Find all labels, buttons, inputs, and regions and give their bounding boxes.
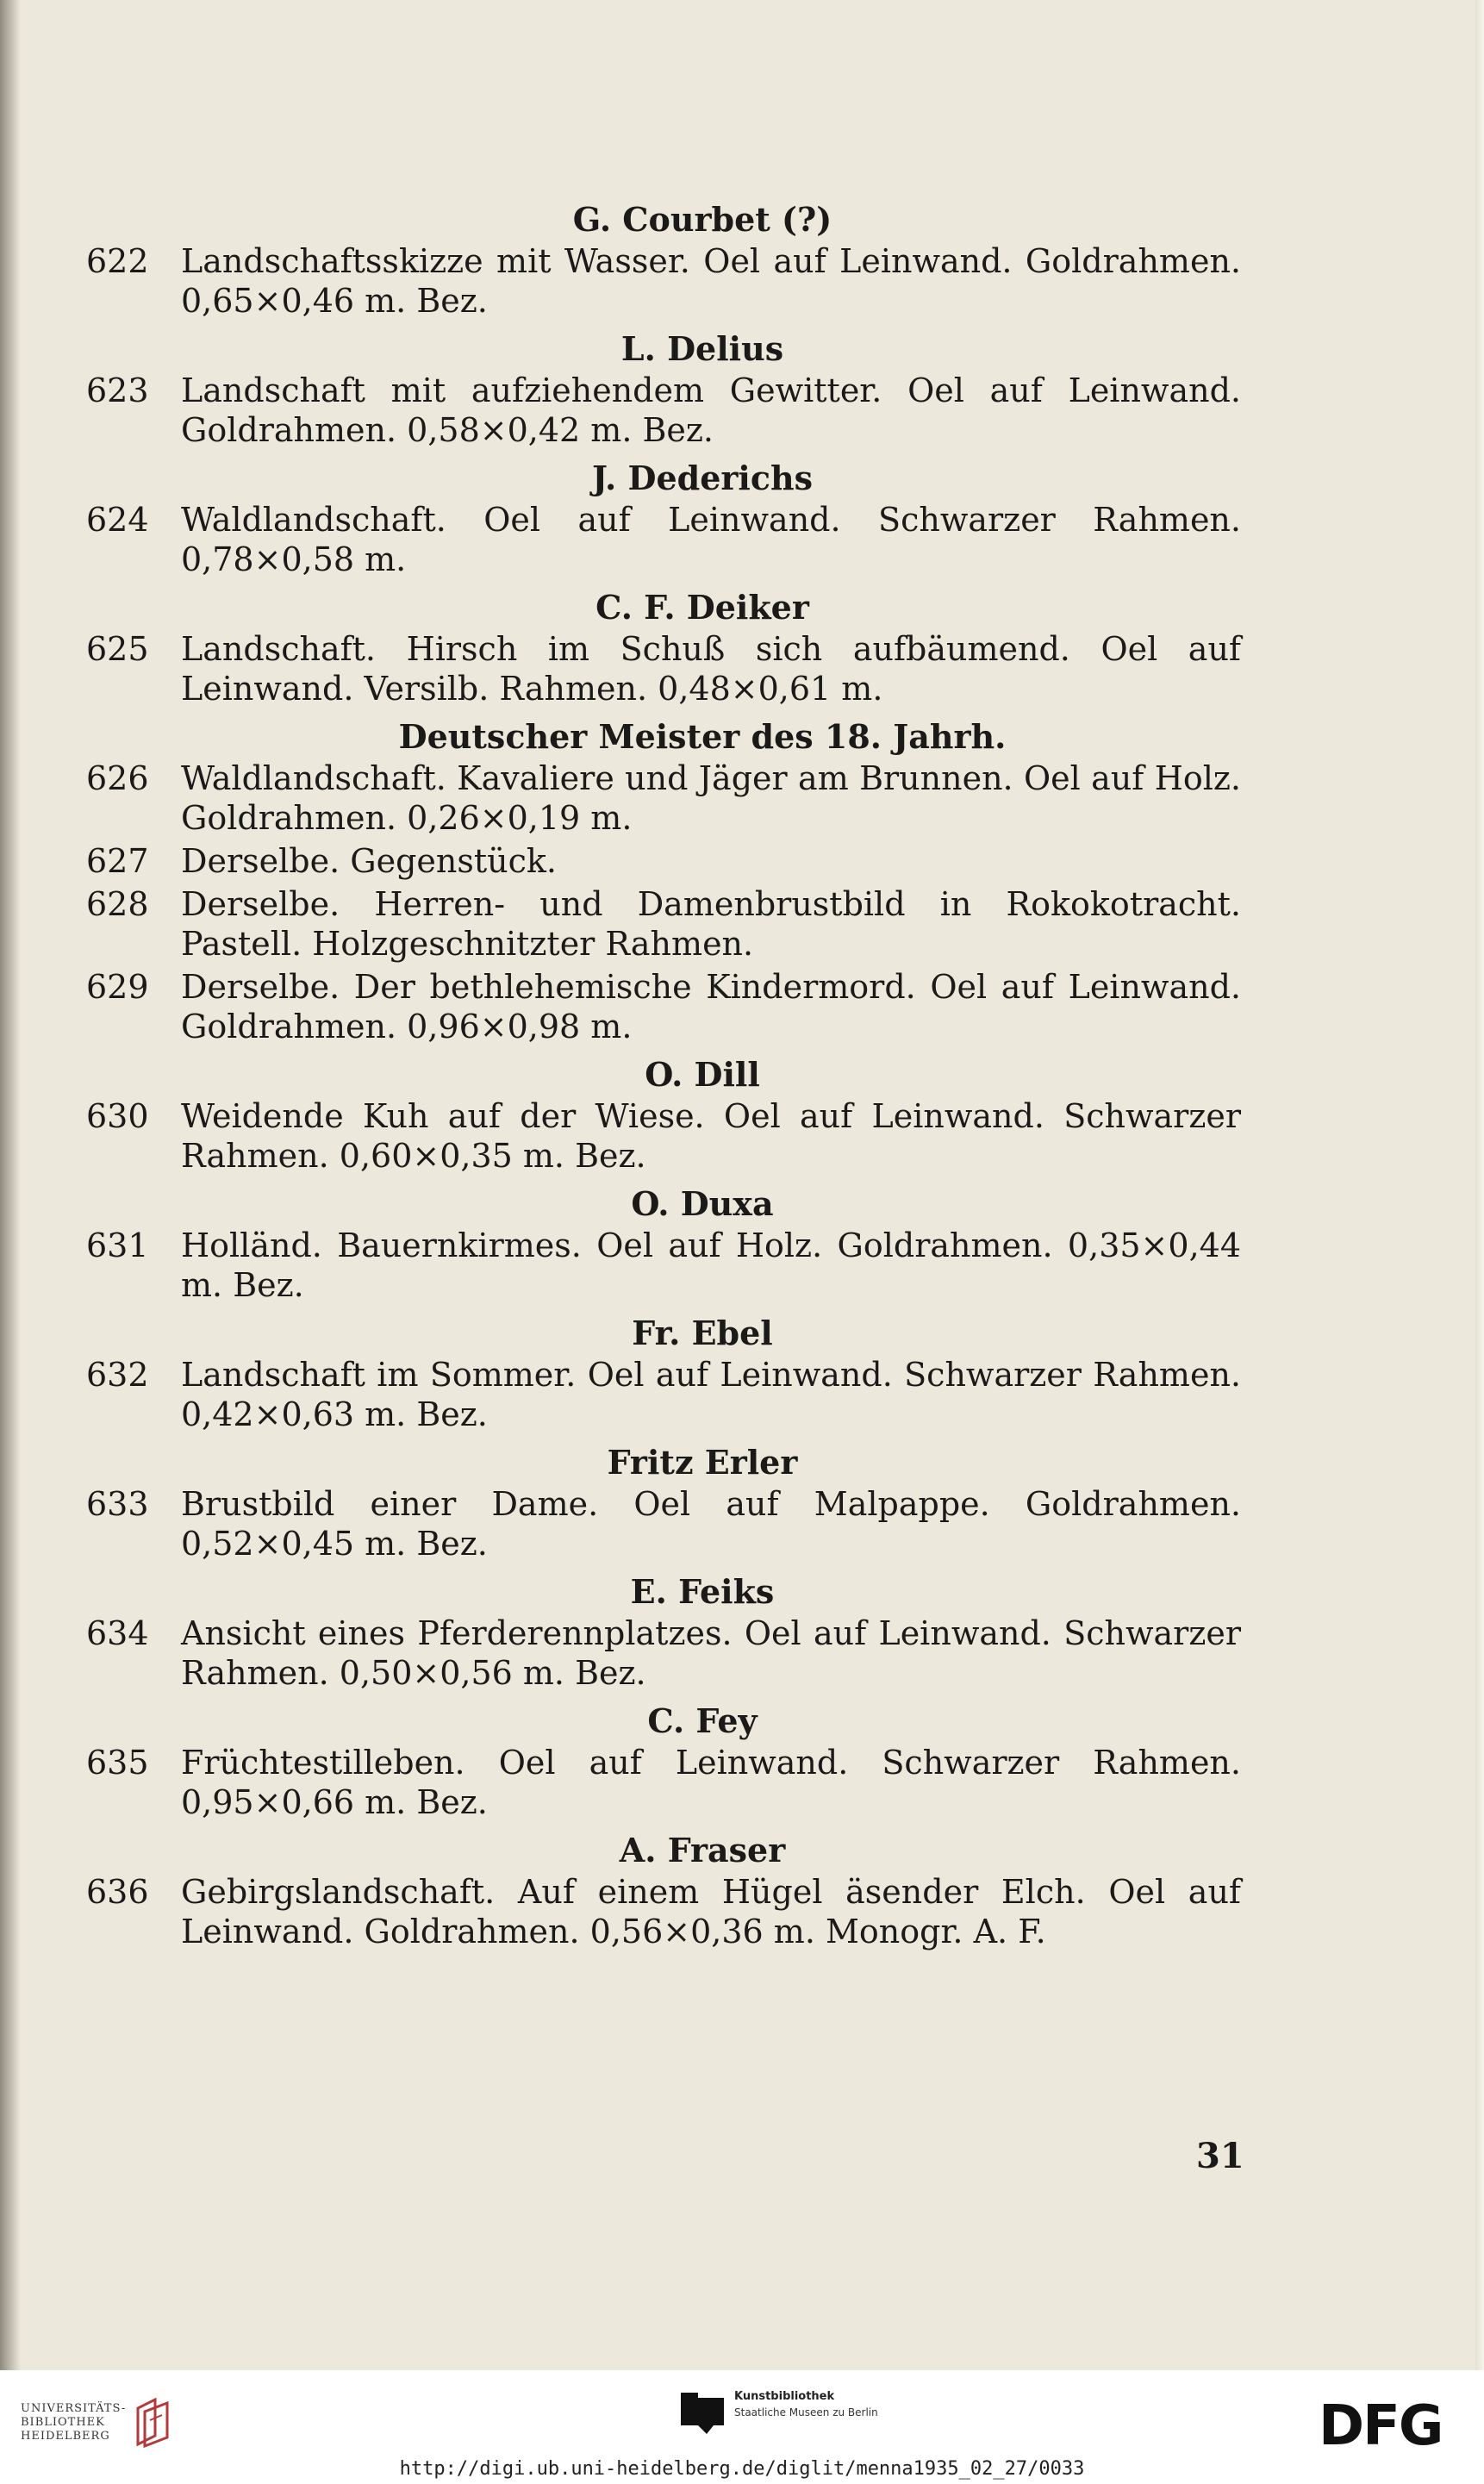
entry-description: Derselbe. Herren- und Damenbrustbild in Rokokotracht. Pastell. Holzgeschnitzter Rahmen. bbox=[181, 885, 1241, 963]
entry-number: 622 bbox=[86, 242, 149, 280]
entry-description: Derselbe. Der bethlehemische Kindermord. Oel auf Leinwand. Goldrahmen. 0,96×0,98 m. bbox=[181, 968, 1241, 1045]
entry-description: Waldlandschaft. Kavaliere und Jäger am Brunnen. Oel auf Holz. Goldrahmen. 0,26×0,19 m. bbox=[181, 759, 1241, 837]
catalog-entry bbox=[86, 1355, 1241, 1434]
university-library-name bbox=[21, 2402, 126, 2443]
entry-number: 630 bbox=[86, 1097, 149, 1135]
catalog-entry bbox=[86, 629, 1241, 708]
entry-number: 632 bbox=[86, 1356, 149, 1394]
university-line-1: UNIVERSITÄTS- bbox=[21, 2402, 127, 2415]
entry-description: Früchtestilleben. Oel auf Leinwand. Schwarzer Rahmen. 0,95×0,66 m. Bez. bbox=[181, 1744, 1241, 1821]
entry-description: Holländ. Bauernkirmes. Oel auf Holz. Goldrahmen. 0,35×0,44 m. Bez. bbox=[181, 1226, 1241, 1304]
catalog-entry bbox=[86, 1613, 1241, 1693]
footer-bar bbox=[0, 2370, 1484, 2484]
entry-number: 625 bbox=[86, 630, 149, 668]
artist-heading: O. Duxa bbox=[631, 1184, 774, 1223]
catalog-entry bbox=[86, 371, 1241, 450]
binding-shadow bbox=[0, 0, 21, 2370]
artist-heading: Fritz Erler bbox=[607, 1443, 798, 1482]
entry-number: 624 bbox=[86, 501, 149, 539]
entry-number: 634 bbox=[86, 1614, 149, 1652]
dfg-logo[interactable]: DFG bbox=[1319, 2394, 1443, 2458]
catalog-entry bbox=[86, 1096, 1241, 1176]
catalog-entry bbox=[86, 1872, 1241, 1951]
catalog-entry bbox=[86, 758, 1241, 838]
artist-heading: G. Courbet (?) bbox=[572, 200, 832, 239]
entry-number: 627 bbox=[86, 842, 149, 880]
entry-description: Brustbild einer Dame. Oel auf Malpappe. Goldrahmen. 0,52×0,45 m. Bez. bbox=[181, 1485, 1241, 1563]
entry-number: 626 bbox=[86, 759, 149, 797]
entry-number: 628 bbox=[86, 885, 149, 923]
kunstbibliothek-title: Kunstbibliothek bbox=[734, 2390, 835, 2403]
catalog-entry bbox=[86, 967, 1241, 1046]
university-emblem-icon bbox=[133, 2396, 174, 2450]
entry-number: 635 bbox=[86, 1744, 149, 1782]
artist-heading: J. Dederichs bbox=[592, 459, 813, 497]
kunstbibliothek-subtitle: Staatliche Museen zu Berlin bbox=[734, 2406, 878, 2418]
entry-number: 631 bbox=[86, 1226, 149, 1264]
catalog-entry bbox=[86, 884, 1241, 964]
entry-description: Landschaft im Sommer. Oel auf Leinwand. Schwarzer Rahmen. 0,42×0,63 m. Bez. bbox=[181, 1356, 1241, 1433]
catalog-entry bbox=[86, 841, 1241, 881]
artist-heading: L. Delius bbox=[620, 329, 784, 368]
entry-description: Weidende Kuh auf der Wiese. Oel auf Leinwand. Schwarzer Rahmen. 0,60×0,35 m. Bez. bbox=[181, 1097, 1241, 1175]
entry-description: Waldlandschaft. Oel auf Leinwand. Schwarzer Rahmen. 0,78×0,58 m. bbox=[181, 501, 1241, 578]
artist-heading: O. Dill bbox=[645, 1055, 760, 1094]
artist-heading: A. Fraser bbox=[619, 1831, 786, 1869]
catalog-entry bbox=[86, 1743, 1241, 1822]
artist-heading: Fr. Ebel bbox=[632, 1314, 773, 1352]
kunstbibliothek-icon bbox=[681, 2389, 724, 2434]
catalog-entry bbox=[86, 241, 1241, 321]
entry-description: Ansicht eines Pferderennplatzes. Oel auf Leinwand. Schwarzer Rahmen. 0,50×0,56 m. Bez. bbox=[181, 1614, 1241, 1692]
entry-number: 629 bbox=[86, 968, 149, 1006]
catalog-entry bbox=[86, 500, 1241, 579]
university-line-3: HEIDELBERG bbox=[21, 2430, 110, 2443]
artist-heading: C. Fey bbox=[647, 1701, 758, 1740]
entry-number: 633 bbox=[86, 1485, 149, 1523]
entry-description: Landschaft mit aufziehendem Gewitter. Oel auf Leinwand. Goldrahmen. 0,58×0,42 m. Bez. bbox=[181, 371, 1241, 449]
artist-heading: C. F. Deiker bbox=[595, 588, 809, 627]
page-number: 31 bbox=[1196, 2136, 1244, 2176]
permalink-url[interactable]: http://digi.ub.uni-heidelberg.de/diglit/menna1935_02_27/0033 bbox=[399, 2458, 1085, 2480]
university-library-logo[interactable] bbox=[21, 2396, 174, 2450]
entry-description: Derselbe. Gegenstück. bbox=[181, 842, 557, 880]
artist-heading: E. Feiks bbox=[630, 1572, 775, 1611]
catalog-entry bbox=[86, 1226, 1241, 1305]
entry-number: 636 bbox=[86, 1873, 149, 1911]
page-edge bbox=[1475, 0, 1484, 2370]
artist-heading: Deutscher Meister des 18. Jahrh. bbox=[398, 717, 1007, 756]
university-line-2: BIBLIOTHEK bbox=[21, 2416, 105, 2429]
entry-description: Landschaft. Hirsch im Schuß sich aufbäumend. Oel auf Leinwand. Versilb. Rahmen. 0,48×0,61 m. bbox=[181, 630, 1241, 708]
entry-description: Landschaftsskizze mit Wasser. Oel auf Leinwand. Goldrahmen. 0,65×0,46 m. Bez. bbox=[181, 242, 1241, 320]
catalog-entry bbox=[86, 1484, 1241, 1563]
catalog-text bbox=[86, 191, 1241, 1955]
entry-number: 623 bbox=[86, 371, 149, 409]
entry-description: Gebirgslandschaft. Auf einem Hügel äsender Elch. Oel auf Leinwand. Goldrahmen. 0,56×0,36 m. Monogr. A. F. bbox=[181, 1873, 1241, 1950]
kunstbibliothek-logo[interactable] bbox=[681, 2389, 878, 2434]
